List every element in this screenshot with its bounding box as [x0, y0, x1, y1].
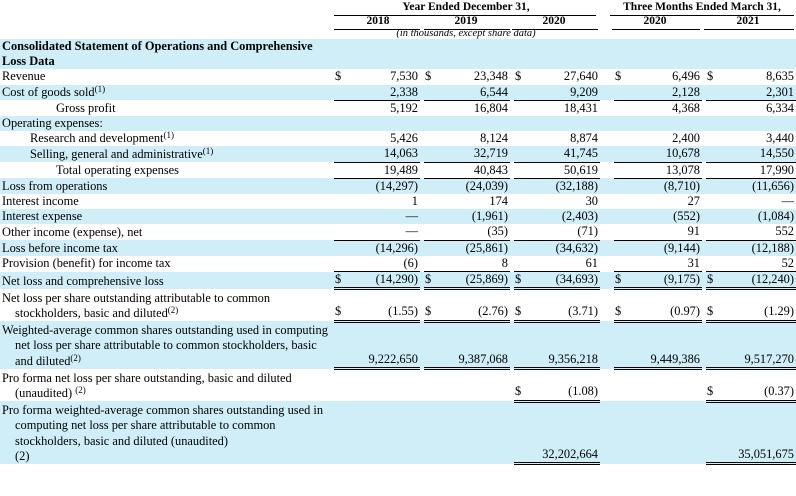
cell-value: 9,222,650 — [346, 321, 420, 369]
row-label: Interest income — [2, 194, 79, 209]
dollar-sign: $ — [706, 369, 718, 401]
col-q2020-rule — [612, 29, 700, 30]
cell-value: 35,051,675 — [718, 401, 796, 464]
cell-value: 27 — [687, 194, 700, 209]
dollar-sign: $ — [514, 272, 526, 289]
row-label-text: Selling, general and administrative — [30, 146, 203, 161]
row-label: Net loss and comprehensive loss — [0, 272, 334, 289]
cell-value: 5,426 — [390, 131, 418, 146]
dollar-sign: $ — [614, 289, 626, 321]
cell-value: 8 — [501, 255, 508, 270]
cell-value: (24,039) — [436, 178, 510, 194]
year-2018-header: 2018 — [366, 15, 390, 27]
dollar-sign: $ — [706, 289, 718, 321]
cell-value: 3,440 — [766, 131, 794, 146]
cell-value: (9,144) — [626, 240, 702, 256]
footnote-mark: (1) — [163, 130, 174, 141]
cell-value: 27,640 — [563, 69, 598, 84]
cell-value: 6,544 — [436, 85, 510, 101]
row-label — [0, 85, 334, 101]
cell-value: 50,619 — [526, 162, 600, 178]
cell-value: 30 — [585, 194, 598, 209]
financial-table — [0, 39, 796, 465]
cell-value: 8,635 — [766, 69, 794, 84]
cell-value: 40,843 — [436, 162, 510, 178]
row-label: Other income (expense), net — [2, 224, 143, 239]
row-label — [0, 289, 334, 321]
cell-value: — — [781, 194, 794, 209]
dollar-sign: $ — [425, 69, 432, 84]
cell-value: 17,990 — [718, 162, 796, 178]
footnote-mark: (2) — [75, 384, 86, 395]
cell-value: (9,175) — [626, 272, 702, 289]
col-q2021-rule — [704, 29, 794, 30]
row-label: Gross profit — [56, 100, 116, 115]
table-row-sga — [0, 146, 796, 162]
cell-value: (14,297) — [346, 178, 420, 194]
cell-value: 4,368 — [626, 100, 702, 116]
footnote-mark: (1) — [202, 145, 214, 156]
cell-value: 9,356,218 — [526, 321, 600, 369]
cell-value: (0.37) — [718, 369, 796, 401]
cell-value: 2,338 — [346, 85, 420, 101]
section-title: Consolidated Statement of Operations and Comprehensive Loss Data — [0, 39, 334, 69]
cell-value: 41,745 — [526, 146, 600, 162]
cell-value: 5,192 — [346, 100, 420, 116]
units-subtitle: (in thousands, except share data) — [396, 28, 536, 39]
row-label: Loss from operations — [0, 178, 334, 194]
row-label — [0, 369, 334, 401]
cell-value: (34,693) — [526, 272, 600, 289]
cell-value: (552) — [626, 209, 702, 224]
cell-value: 10,678 — [626, 146, 702, 162]
row-label-text: Pro forma weighted-average common shares outstanding used in computing net loss per share attributable to common stockholders, basic and diluted (unaudited) — [2, 403, 324, 448]
cell-value: 18,431 — [526, 100, 600, 116]
cell-value: — — [405, 224, 418, 239]
cell-value: (14,296) — [346, 240, 420, 256]
cell-value: 32,719 — [436, 146, 510, 162]
dollar-sign: $ — [514, 369, 526, 401]
cell-value: (12,188) — [718, 240, 796, 256]
cell-value: 6,334 — [718, 100, 796, 116]
cell-value: 16,804 — [436, 100, 510, 116]
cell-value: (2,403) — [526, 209, 600, 224]
table-row-total-opex — [0, 162, 796, 178]
cell-value: 14,550 — [718, 146, 796, 162]
cell-value: 19,489 — [346, 162, 420, 178]
cell-value: — — [346, 209, 420, 224]
cell-value: 2,301 — [718, 85, 796, 101]
cell-value: (8,710) — [626, 178, 702, 194]
table-row-gross-profit — [0, 100, 796, 116]
year-2020-header: 2020 — [542, 15, 566, 27]
footnote-mark: (2) — [15, 448, 30, 463]
quarter-group-header: Three Months Ended March 31, — [623, 1, 781, 13]
table-row-interest-expense — [0, 209, 796, 224]
row-label: Interest expense — [0, 209, 334, 224]
dollar-sign: $ — [514, 289, 526, 321]
table-row-eps — [0, 289, 796, 321]
row-label — [0, 146, 334, 162]
table-row-rnd — [0, 131, 796, 146]
cell-value: 7,530 — [390, 69, 418, 84]
q1-2021-header: 2021 — [736, 15, 760, 27]
cell-value: (11,656) — [718, 178, 796, 194]
table-row-cogs — [0, 85, 796, 101]
cell-value: 552 — [775, 224, 794, 239]
cell-value: 9,449,386 — [626, 321, 702, 369]
table-row-weighted-shares — [0, 321, 796, 369]
table-row-net-loss — [0, 272, 796, 289]
row-label: Revenue — [2, 69, 46, 84]
cell-value: 32,202,664 — [526, 401, 600, 464]
table-row-provision — [0, 256, 796, 272]
cell-value: (1,961) — [436, 209, 510, 224]
cell-value: 8,874 — [570, 131, 598, 146]
q1-2020-header: 2020 — [643, 15, 667, 27]
cell-value: 9,517,270 — [718, 321, 796, 369]
row-label-text: Research and development — [30, 131, 164, 146]
cell-value: (32,188) — [526, 178, 600, 194]
table-row-pro-forma-shares — [0, 401, 796, 464]
row-label — [0, 401, 334, 464]
footnote-mark: (2) — [70, 352, 81, 363]
cell-value: (0.97) — [626, 289, 702, 321]
cell-value: (1,084) — [718, 209, 796, 224]
cell-value: 61 — [585, 255, 598, 270]
cell-value: 31 — [687, 255, 700, 270]
cell-value: 2,128 — [626, 85, 702, 101]
section-title-row — [0, 39, 796, 69]
cell-value: 9,387,068 — [436, 321, 510, 369]
footnote-mark: (1) — [94, 84, 106, 95]
row-label: Loss before income tax — [0, 240, 334, 256]
dollar-sign: $ — [424, 272, 436, 289]
row-label: Operating expenses: — [0, 116, 334, 131]
cell-value: (1.29) — [718, 289, 796, 321]
cell-value: 2,400 — [672, 131, 700, 146]
dollar-sign: $ — [424, 289, 436, 321]
cell-value: 174 — [489, 194, 508, 209]
dollar-sign: $ — [334, 289, 346, 321]
dollar-sign: $ — [706, 272, 718, 289]
cell-value: (1.55) — [346, 289, 420, 321]
cell-value: 8,124 — [480, 131, 508, 146]
row-label — [0, 131, 334, 146]
dollar-sign: $ — [334, 272, 346, 289]
cell-value: (35) — [487, 224, 508, 239]
cell-value: 1 — [411, 194, 418, 209]
cell-value: (14,290) — [346, 272, 420, 289]
table-row-pro-forma-eps — [0, 369, 796, 401]
footnote-mark: (2) — [167, 304, 179, 315]
cell-value: 13,078 — [626, 162, 702, 178]
cell-value: 91 — [687, 224, 700, 239]
table-row-interest-income — [0, 194, 796, 209]
cell-value: (6) — [403, 255, 418, 270]
row-label: Total operating expenses — [56, 163, 179, 178]
year-2019-header: 2019 — [454, 15, 478, 27]
table-row-loss-from-operations — [0, 178, 796, 194]
dollar-sign: $ — [515, 69, 522, 84]
cell-value: (3.71) — [526, 289, 600, 321]
dollar-sign: $ — [615, 69, 622, 84]
cell-value: (2.76) — [436, 289, 510, 321]
cell-value: 9,209 — [526, 85, 600, 101]
row-label-text: Cost of goods sold — [2, 85, 95, 100]
row-label: Provision (benefit) for income tax — [2, 256, 171, 271]
cell-value: 14,063 — [346, 146, 420, 162]
cell-value: (25,869) — [436, 272, 510, 289]
row-label-text: Weighted-average common shares outstanding used in computing net loss per share attributable to common stockholders, basic and diluted — [2, 323, 328, 368]
cell-value: 52 — [781, 255, 794, 270]
table-row-other-income — [0, 224, 796, 240]
cell-value: (12,240) — [718, 272, 796, 289]
cell-value: (1.08) — [526, 369, 600, 401]
row-label — [0, 321, 334, 369]
dollar-sign: $ — [614, 272, 626, 289]
cell-value: 6,496 — [672, 69, 700, 84]
cell-value: (34,632) — [526, 240, 600, 256]
cell-value: (71) — [577, 224, 598, 239]
row-label-text: Pro forma net loss per share outstanding, basic and diluted (unaudited) — [2, 370, 292, 400]
table-row-operating-expenses — [0, 116, 796, 131]
row-label-text: Net loss per share outstanding attributable to common stockholders, basic and diluted — [2, 290, 271, 320]
table-row-loss-before-tax — [0, 240, 796, 256]
annual-group-header: Year Ended December 31, — [402, 1, 530, 13]
table-row-revenue — [0, 69, 796, 84]
cell-value: (25,861) — [436, 240, 510, 256]
dollar-sign: $ — [335, 69, 342, 84]
cell-value: 23,348 — [473, 69, 508, 84]
dollar-sign: $ — [707, 69, 714, 84]
